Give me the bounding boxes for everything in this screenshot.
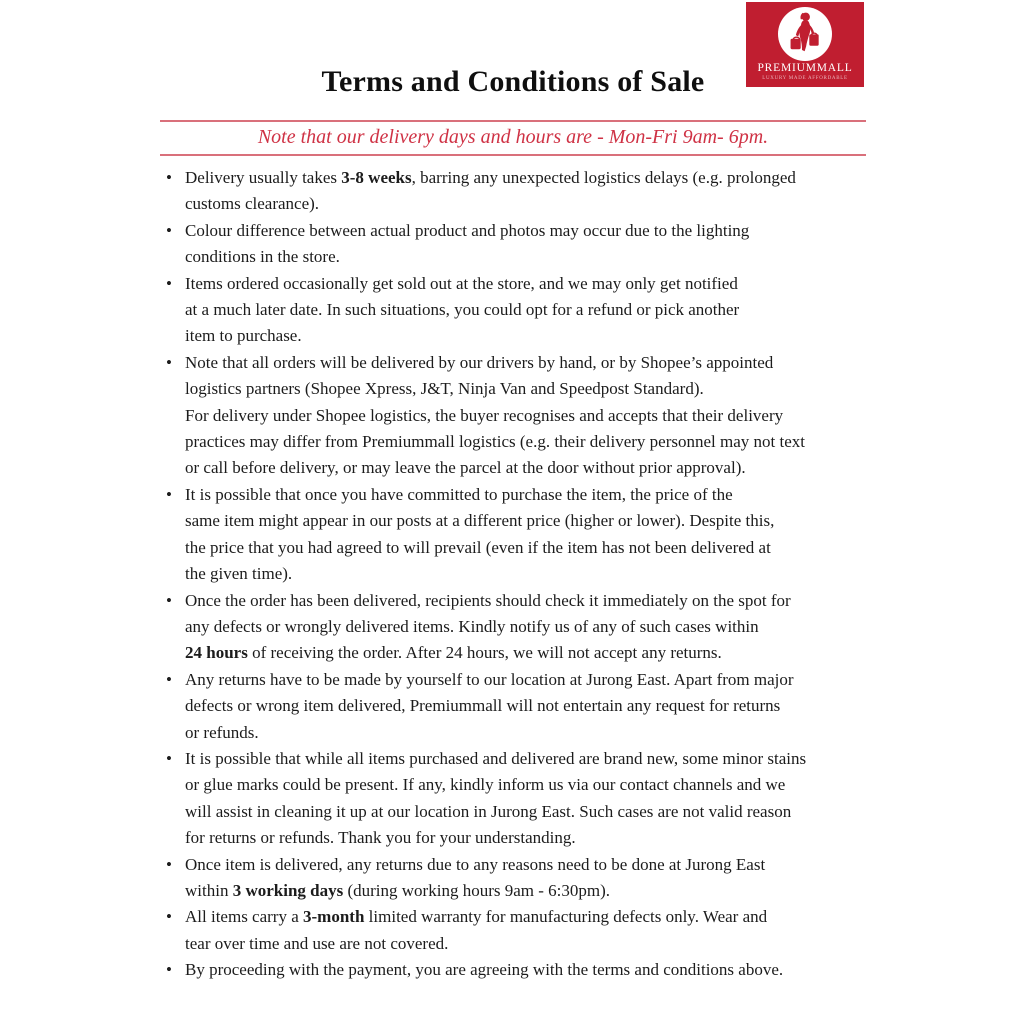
term-line: at a much later date. In such situations, you could opt for a refund or pick another: [185, 300, 740, 320]
logo-tagline: LUXURY MADE AFFORDABLE: [762, 76, 848, 81]
term-line: logistics partners (Shopee Xpress, J&T, Ninja Van and Speedpost Standard).: [185, 379, 704, 399]
term-line: or glue marks could be present. If any, kindly inform us via our contact channels and we: [185, 775, 786, 795]
term-line: • It is possible that once you have committed to purchase the item, the price of the: [185, 484, 733, 504]
term-line: same item might appear in our posts at a different price (higher or lower). Despite this,: [185, 511, 775, 531]
term-line: tear over time and use are not covered.: [185, 933, 449, 953]
delivery-note-banner: [160, 120, 866, 156]
term-line: the price that you had agreed to will prevail (even if the item has not been delivered at: [185, 537, 771, 557]
term-item: [163, 904, 866, 957]
delivery-note-text: Note that our delivery days and hours are - Mon-Fri 9am- 6pm.: [257, 126, 769, 148]
term-item: [163, 350, 866, 482]
term-line: or refunds.: [185, 722, 259, 742]
term-line: will assist in cleaning it up at our location in Jurong East. Such cases are not valid reason: [185, 801, 792, 821]
term-line: • Once item is delivered, any returns due to any reasons need to be done at Jurong East: [185, 854, 766, 874]
term-item: [163, 957, 866, 983]
term-item: [163, 271, 866, 350]
term-line: or call before delivery, or may leave the parcel at the door without prior approval).: [185, 458, 746, 478]
term-line: • All items carry a 3-month limited warranty for manufacturing defects only. Wear and: [185, 907, 768, 927]
term-line: • Note that all orders will be delivered by our drivers by hand, or by Shopee’s appointed: [185, 352, 774, 372]
term-item: [163, 588, 866, 667]
term-item: [163, 218, 866, 271]
term-line: 24 hours of receiving the order. After 24 hours, we will not accept any returns.: [185, 643, 722, 663]
term-line: any defects or wrongly delivered items. Kindly notify us of any of such cases within: [185, 616, 759, 636]
term-line: • Any returns have to be made by yourself to our location at Jurong East. Apart from major: [185, 669, 794, 689]
term-line: conditions in the store.: [185, 247, 340, 267]
term-line: customs clearance).: [185, 194, 320, 214]
term-line: practices may differ from Premiummall logistics (e.g. their delivery personnel may not text: [185, 432, 806, 452]
term-line: item to purchase.: [185, 326, 302, 346]
term-item: [163, 852, 866, 905]
term-line: • By proceeding with the payment, you are agreeing with the terms and conditions above.: [185, 960, 784, 980]
term-line: For delivery under Shopee logistics, the buyer recognises and accepts that their delivery: [185, 405, 784, 425]
term-item: [163, 482, 866, 588]
term-item: [163, 667, 866, 746]
term-line: for returns or refunds. Thank you for your understanding.: [185, 828, 576, 848]
term-line: • Delivery usually takes 3-8 weeks, barring any unexpected logistics delays (e.g. prolonged: [185, 168, 796, 187]
term-line: • Colour difference between actual product and photos may occur due to the lighting: [185, 220, 750, 240]
page-title: Terms and Conditions of Sale: [321, 65, 705, 98]
term-item: [163, 746, 866, 852]
terms-list: [160, 165, 866, 984]
document-content: [160, 0, 866, 984]
term-line: defects or wrong item delivered, Premiummall will not entertain any request for returns: [185, 696, 781, 716]
term-line: • Once the order has been delivered, recipients should check it immediately on the spot for: [185, 590, 791, 610]
term-line: the given time).: [185, 564, 293, 584]
term-line: within 3 working days (during working hours 9am - 6:30pm).: [185, 880, 611, 900]
term-line: • It is possible that while all items purchased and delivered are brand new, some minor stains: [185, 748, 807, 768]
term-line: • Items ordered occasionally get sold out at the store, and we may only get notified: [185, 273, 738, 293]
logo-name: PREMIUMMALL: [757, 61, 853, 74]
term-item: [163, 165, 866, 218]
